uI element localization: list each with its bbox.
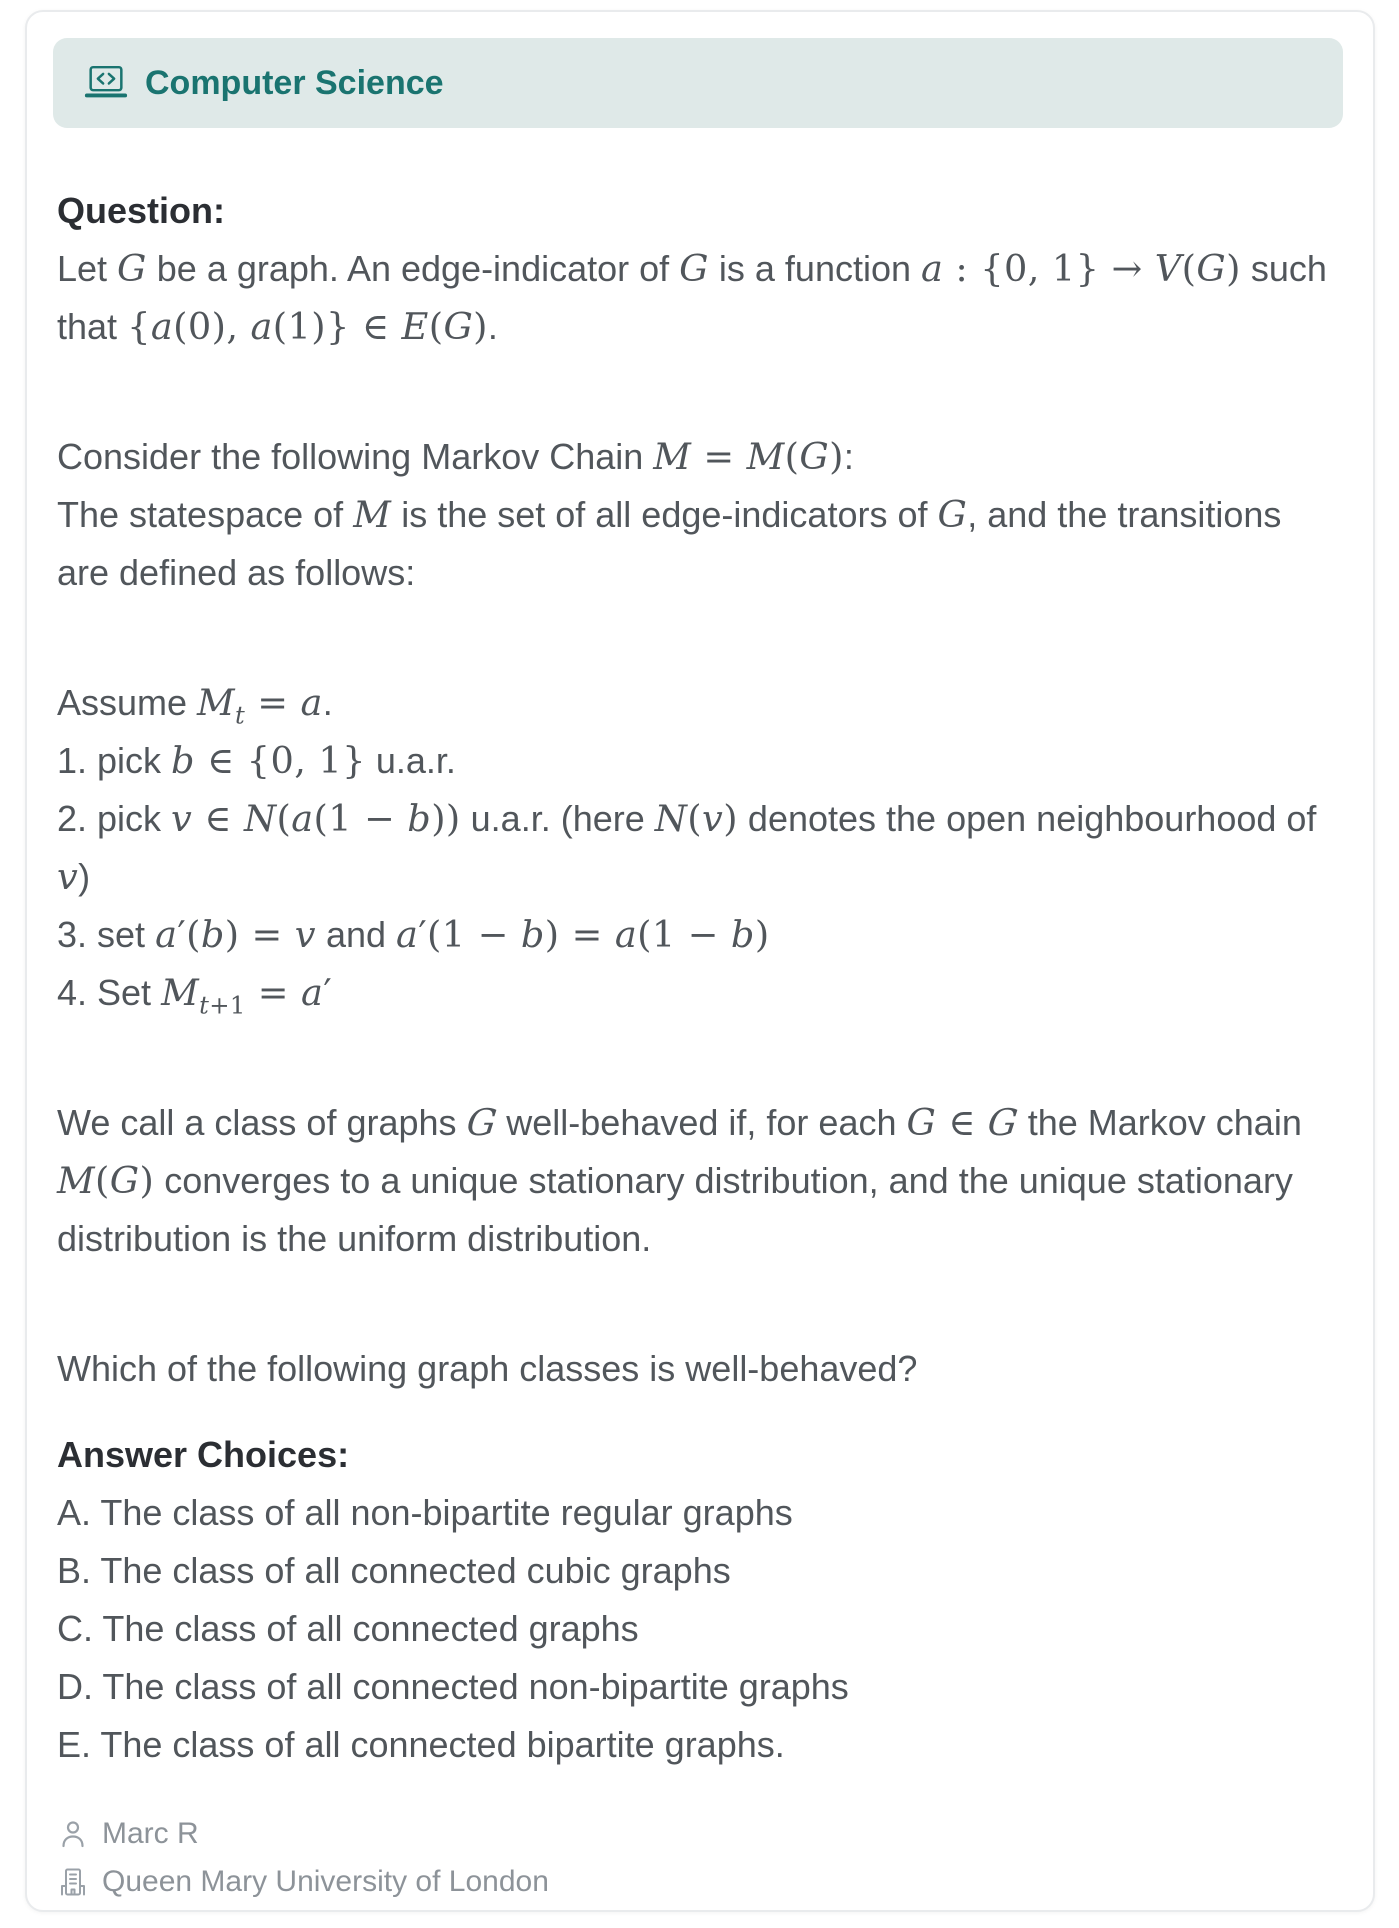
math-run: G <box>937 493 968 536</box>
text-run: 3. set <box>57 914 156 955</box>
text-run: the Markov chain <box>1017 1102 1302 1143</box>
text-run: : <box>843 436 854 477</box>
math-run: v <box>57 855 79 898</box>
question-label <box>57 182 1343 240</box>
text-run: The statespace of <box>57 494 354 535</box>
text-run: . <box>487 306 498 347</box>
text-run: u.a.r. (here <box>460 798 655 839</box>
text-run: Which of the following graph classes is well-behaved? <box>57 1348 918 1389</box>
well-behaved-def <box>57 1094 1343 1268</box>
assume-line <box>57 674 1343 732</box>
answer-choice-e: E. The class of all connected bipartite graphs. <box>57 1724 785 1765</box>
answer-choice-a: A. The class of all non-bipartite regular graphs <box>57 1492 793 1533</box>
step-3 <box>57 906 1343 964</box>
text-run: Let <box>57 248 118 289</box>
text-run: such that <box>57 248 1327 347</box>
text-run: 2. pick <box>57 798 172 839</box>
text-run: well-behaved if, for each <box>496 1102 907 1143</box>
text-run: is a function <box>708 248 922 289</box>
text-run: ) <box>78 856 91 897</box>
math-run: G ∈ G <box>907 1101 1018 1144</box>
answer-section <box>57 1426 1343 1774</box>
math-run: b ∈ {0, 1} <box>171 739 366 782</box>
math-run: {a(0), a(1)} ∈ E(G) <box>127 305 488 348</box>
text-run: converges to a unique stationary distribution, and the unique stationary distribution is the uniform distribution. <box>57 1160 1293 1259</box>
step-4 <box>57 964 1343 1022</box>
math-run: G <box>117 247 147 290</box>
author-name: Marc R <box>102 1817 199 1850</box>
math-run: M = M(G) <box>653 435 844 478</box>
question-body <box>57 182 1343 1398</box>
question-card <box>25 10 1375 1912</box>
text-run: and <box>315 914 397 955</box>
step-2 <box>57 790 1343 906</box>
institution-row <box>57 1858 1343 1906</box>
math-run: N(v) <box>654 797 738 840</box>
answer-choices-heading: Answer Choices: <box>57 1434 350 1475</box>
text-run: Assume <box>57 682 198 723</box>
subject-badge <box>53 38 1343 128</box>
text-run: Question: <box>57 190 225 231</box>
text-run: . <box>322 682 333 723</box>
script-g: G <box>985 1101 1021 1144</box>
math-run: a : {0, 1} → V(G) <box>921 247 1241 290</box>
text-run: denotes the open neighbourhood of <box>737 798 1317 839</box>
math-run: a′(1 − b) = a(1 − b) <box>396 913 770 956</box>
math-run <box>463 1101 499 1144</box>
script-g: G <box>463 1101 499 1144</box>
laptop-code-icon <box>83 63 129 103</box>
text-run: Consider the following Markov Chain <box>57 436 654 477</box>
building-icon <box>57 1866 89 1898</box>
markov-intro <box>57 428 1343 486</box>
math-run: a′(b) = v <box>155 913 316 956</box>
question-prompt <box>57 1340 1343 1398</box>
math-run: M(G) <box>57 1159 155 1202</box>
text-run: be a graph. An edge-indicator of <box>146 248 680 289</box>
footer <box>57 1810 1343 1906</box>
math-run: G <box>679 247 709 290</box>
answer-choice-c: C. The class of all connected graphs <box>57 1608 639 1649</box>
question-intro <box>57 240 1343 356</box>
author-row <box>57 1810 1343 1858</box>
answer-choice-d: D. The class of all connected non-bipartite graphs <box>57 1666 849 1707</box>
person-icon <box>57 1818 89 1850</box>
text-run: u.a.r. <box>365 740 456 781</box>
subject-badge-label: Computer Science <box>145 63 444 102</box>
step-1 <box>57 732 1343 790</box>
answer-choice-b: B. The class of all connected cubic graphs <box>57 1550 731 1591</box>
text-run: We call a class of graphs <box>57 1102 467 1143</box>
text-run: 4. Set <box>57 972 162 1013</box>
math-run: $M_t = a$ <box>197 681 323 730</box>
math-run: v ∈ N(a(1 − b)) <box>171 797 461 840</box>
answer-choices <box>57 1484 1343 1774</box>
math-run: M <box>353 493 392 536</box>
text-run: 1. pick <box>57 740 172 781</box>
text-run: is the set of all edge-indicators of <box>391 494 938 535</box>
text-run: , and the transitions are defined as follows: <box>57 494 1282 593</box>
math-run: $M_{t+1} = a'$ <box>161 971 333 1020</box>
statespace-line <box>57 486 1343 602</box>
institution-name: Queen Mary University of London <box>102 1865 549 1898</box>
